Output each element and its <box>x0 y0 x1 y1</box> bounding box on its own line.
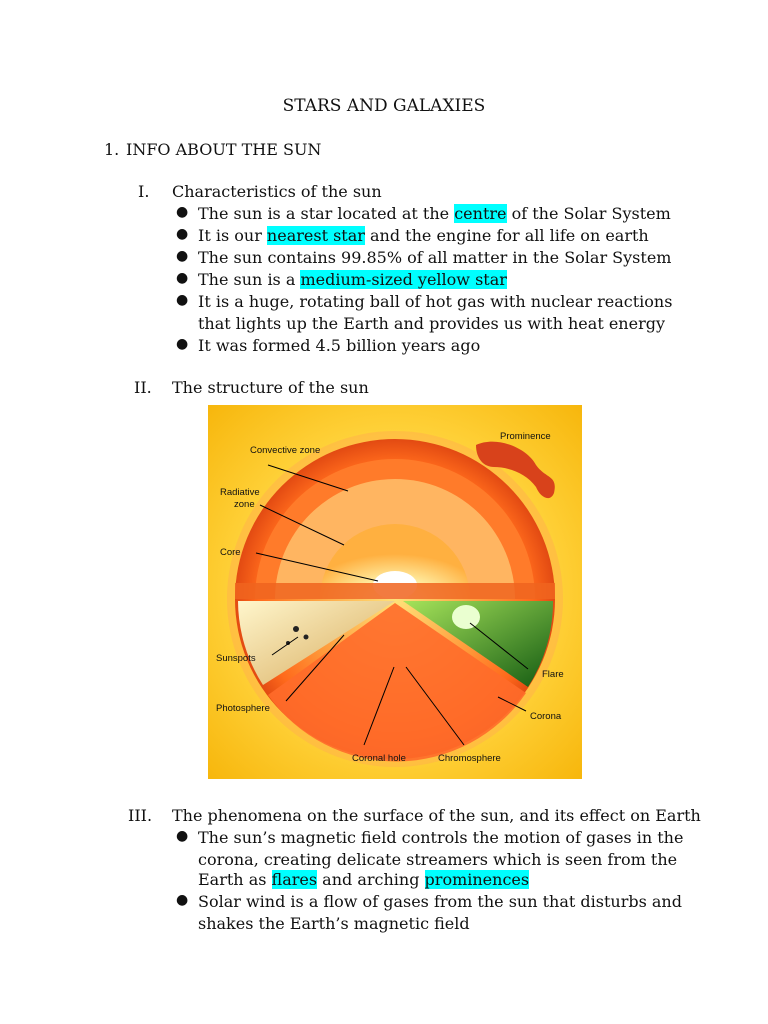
bullet-dot: ● <box>176 204 189 220</box>
bullet-item: The sun is a star located at the centre of the Solar System <box>198 204 671 223</box>
bullet-item-cont: shakes the Earth’s magnetic field <box>198 914 470 933</box>
page-title: STARS AND GALAXIES <box>282 96 486 116</box>
bullet-dot: ● <box>176 226 189 242</box>
bullet-item-cont: corona, creating delicate streamers which is seen from the <box>198 850 678 869</box>
bullet-item: The sun is a medium-sized yellow star <box>198 270 507 289</box>
label-chromosphere: Chromosphere <box>438 753 501 764</box>
bullet-item: It is a huge, rotating ball of hot gas with nuclear reactions <box>198 292 673 311</box>
sunspot-mark <box>293 626 299 632</box>
label-zone: zone <box>234 499 255 510</box>
label-prominence: Prominence <box>500 431 551 442</box>
label-core: Core <box>220 547 241 558</box>
part1-numeral: I. <box>138 182 150 201</box>
bullet-item-cont: Earth as flares and arching prominences <box>198 870 530 889</box>
bullet-dot: ● <box>176 270 189 286</box>
bullet-item: Solar wind is a flow of gases from the sun that disturbs and <box>198 892 682 911</box>
bullet-dot: ● <box>176 892 189 908</box>
part2-heading: The structure of the sun <box>172 378 369 397</box>
sunspot-mark <box>304 635 309 640</box>
label-radiative: Radiative <box>220 487 260 498</box>
part3-heading: The phenomena on the surface of the sun, and its effect on Earth <box>172 806 701 825</box>
part1-heading: Characteristics of the sun <box>172 182 382 201</box>
bullet-item-cont: that lights up the Earth and provides us with heat energy <box>198 314 665 333</box>
label-flare: Flare <box>542 669 564 680</box>
bullet-item: The sun’s magnetic field controls the motion of gases in the <box>198 828 684 847</box>
label-coronal-hole: Coronal hole <box>352 753 406 764</box>
label-sunspots: Sunspots <box>216 653 256 664</box>
bullet-item: It was formed 4.5 billion years ago <box>198 336 481 355</box>
sun-structure-diagram <box>208 405 582 779</box>
bullet-dot: ● <box>176 248 189 264</box>
bullet-item: It is our nearest star and the engine for all life on earth <box>198 226 649 245</box>
label-photosphere: Photosphere <box>216 703 270 714</box>
bullet-dot: ● <box>176 336 189 352</box>
section-heading: INFO ABOUT THE SUN <box>126 140 322 159</box>
bullet-dot: ● <box>176 828 189 844</box>
label-corona: Corona <box>530 711 562 722</box>
label-convective-zone: Convective zone <box>250 445 321 456</box>
section-number: 1. <box>104 140 120 159</box>
part2-numeral: II. <box>134 378 152 397</box>
part3-numeral: III. <box>128 806 153 825</box>
bullet-item: The sun contains 99.85% of all matter in the Solar System <box>198 248 672 267</box>
bullet-dot: ● <box>176 292 189 308</box>
